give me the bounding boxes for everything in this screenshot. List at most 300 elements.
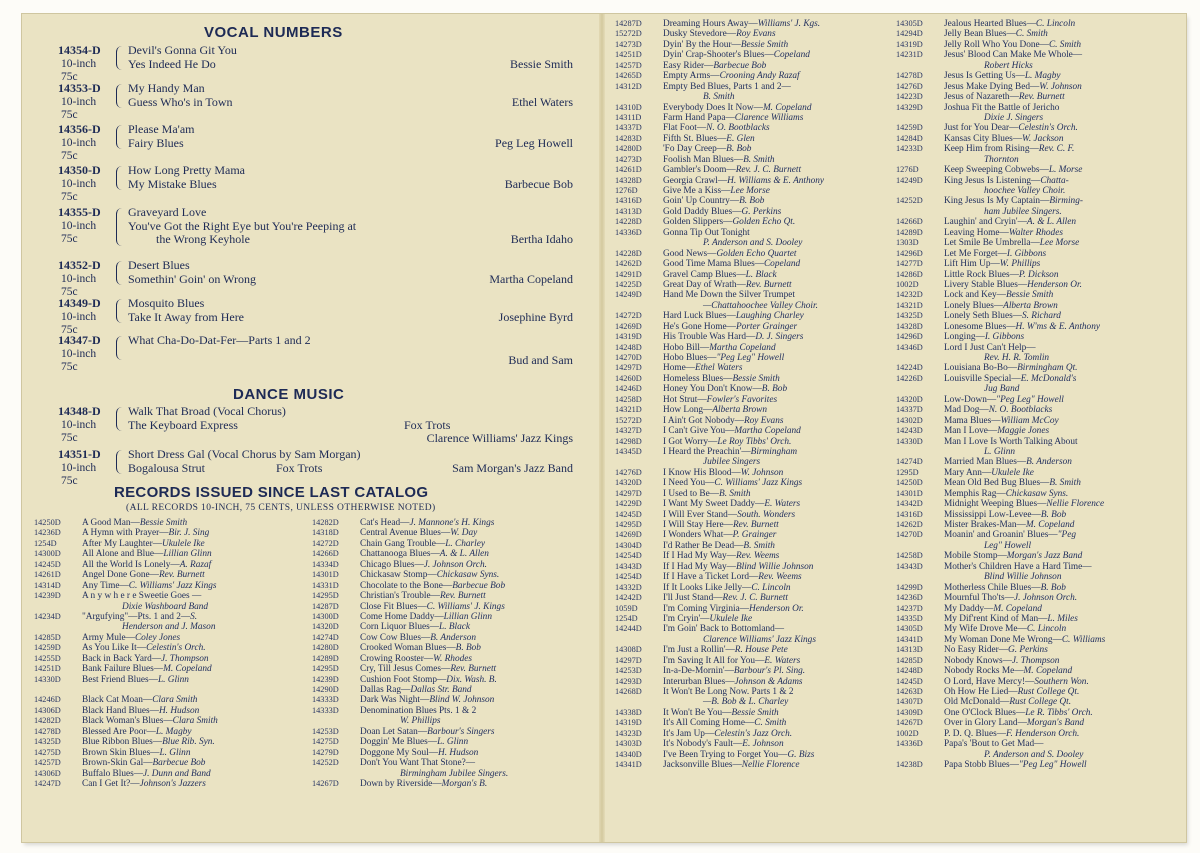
listing-catalog-number: 14282D	[34, 716, 61, 726]
listing-title: If I Have a Ticket Lord—	[663, 572, 759, 583]
record-listing	[615, 290, 824, 300]
record-listing	[615, 489, 824, 499]
listing-artist: —Chattahoochee Valley Choir.	[703, 300, 818, 311]
listing-title: Gravel Camp Blues—	[663, 269, 746, 280]
record-listing	[615, 457, 824, 467]
record-listing	[896, 729, 1105, 739]
song-title: Yes Indeed He Do	[128, 56, 216, 71]
listing-catalog-number: 14242D	[615, 593, 642, 603]
listing-artist: C. Williams	[1061, 634, 1106, 645]
record-size: 10-inch	[61, 219, 97, 232]
listing-title: Can I Get It?—	[82, 778, 140, 789]
record-listing	[312, 633, 508, 643]
listing-title: Let Smile Be Umbrella—	[944, 238, 1040, 249]
song-title: Short Dress Gal (Vocal Chorus by Sam Morgan)	[128, 447, 361, 461]
record-listing	[896, 280, 1105, 290]
record-listing	[615, 322, 824, 332]
record-listing	[34, 633, 218, 643]
listing-title: Jesus of Nazareth—	[944, 92, 1019, 103]
listing-title: Mad Dog—	[944, 405, 989, 416]
record-listing	[34, 602, 218, 612]
record-tempo: Fox Trots	[276, 460, 323, 475]
record-listing	[615, 123, 824, 133]
record-listing	[896, 457, 1105, 467]
listing-artist: B. Bob	[1040, 509, 1067, 520]
listing-title: Army Mule—	[82, 632, 135, 643]
listing-artist: J. Mannone's H. Kings	[409, 518, 495, 528]
listing-catalog-number: 14311D	[615, 112, 642, 122]
listing-catalog-number: 14279D	[312, 747, 339, 757]
record-listing	[615, 760, 824, 770]
listing-catalog-number: 14251D	[34, 664, 61, 674]
listing-catalog-number: 14313D	[615, 206, 642, 216]
record-listing	[896, 374, 1105, 384]
listing-title: Cry, Till Jesus Comes—	[360, 664, 451, 675]
listing-artist: B. Bob	[761, 384, 788, 395]
listing-catalog-number: 14343D	[896, 561, 923, 571]
listing-title: Kansas City Blues—	[944, 133, 1022, 144]
catalog-number: 14352-D	[58, 258, 101, 272]
listing-catalog-number: 14325D	[34, 737, 61, 747]
listing-artist: Fowler's Favorites	[706, 394, 778, 405]
record-listing	[615, 384, 824, 394]
listing-artist: Clara Smith	[152, 695, 198, 706]
listing-artist: "Peg Leg" Howell	[1018, 760, 1087, 771]
record-listing	[896, 82, 1105, 92]
listing-artist: L. Glinn	[437, 737, 469, 748]
record-listing	[312, 685, 508, 695]
record-listing	[615, 562, 824, 572]
listing-artist: Morgan's Band	[1026, 718, 1085, 729]
record-listing	[896, 71, 1105, 81]
listing-artist: Rust College Qt.	[1009, 697, 1072, 708]
listing-title: Mary Ann—	[944, 467, 992, 478]
record-listing	[896, 760, 1105, 770]
listing-title: All the World Is Lonely—	[82, 559, 180, 570]
listing-catalog-number: 14321D	[615, 405, 642, 415]
listing-catalog-number: 14269D	[615, 321, 642, 331]
listing-artist: "Peg Leg" Howell	[996, 394, 1064, 405]
listing-artist: Birming-	[1049, 196, 1083, 207]
record-catalog-block	[58, 82, 118, 123]
listing-artist: Blind W. Johnson	[429, 695, 495, 706]
listing-artist: W. Rhodes	[433, 653, 473, 664]
listing-artist: Roy Evans	[736, 29, 776, 40]
featured-record	[58, 44, 573, 85]
record-listing	[615, 71, 824, 81]
listing-artist: B. Bob	[739, 196, 765, 207]
listing-artist: Clarence Williams	[734, 112, 804, 123]
listing-title: Fifth St. Blues—	[663, 133, 727, 144]
listing-artist: Rev. Burnett	[439, 591, 486, 602]
listing-artist: Ukulele Ike	[709, 613, 753, 624]
record-listing	[312, 675, 508, 685]
record-artist: Peg Leg Howell	[495, 135, 573, 150]
listing-artist: J. Johnson Orch.	[423, 559, 487, 570]
record-listing	[615, 259, 824, 269]
record-listing	[896, 186, 1105, 196]
listing-catalog-number: 15272D	[615, 29, 642, 39]
listing-catalog-number: 14231D	[896, 50, 923, 60]
record-listing	[34, 622, 218, 632]
record-price: 75c	[61, 109, 78, 122]
record-listing	[615, 29, 824, 39]
record-listing	[896, 416, 1105, 426]
listing-title: Jelly Bean Blues—	[944, 29, 1016, 40]
listing-title: Central Avenue Blues—	[360, 528, 451, 539]
listing-artist: L. Magby	[1024, 71, 1061, 82]
listing-title: I'll Just Stand—	[663, 593, 723, 604]
listing-catalog-number: 14258D	[615, 394, 642, 404]
listing-artist: Dixie Washboard Band	[122, 601, 209, 612]
listing-title: His Trouble Was Hard—	[663, 332, 756, 343]
record-listing	[896, 228, 1105, 238]
listing-catalog-number: 14298D	[615, 436, 642, 446]
record-listing	[896, 645, 1105, 655]
listing-title: Mississippi Low-Levee—	[944, 509, 1041, 520]
record-listing	[312, 612, 508, 622]
listing-artist: Birmingham	[750, 446, 798, 457]
record-artist: Josephine Byrd	[498, 309, 573, 324]
listing-catalog-number: 14312D	[615, 81, 642, 91]
records-column-2	[312, 518, 508, 789]
listing-catalog-number: 14330D	[34, 674, 61, 684]
listing-catalog-number: 14295D	[615, 520, 642, 529]
listing-title: I'm Saving It All for You—	[663, 655, 765, 666]
listing-artist: Rev. C. F.	[1038, 144, 1075, 155]
record-listing	[312, 727, 508, 737]
record-listing	[34, 737, 218, 747]
records-column-3	[615, 19, 824, 771]
listing-artist: Birmingham Qt.	[1017, 363, 1078, 374]
listing-title: No Easy Rider—	[944, 645, 1009, 656]
listing-title: Louisiana Bo-Bo—	[944, 363, 1018, 374]
listing-catalog-number: 14257D	[615, 60, 642, 70]
listing-catalog-number: 14320D	[615, 478, 642, 488]
record-listing	[615, 301, 824, 311]
listing-catalog-number: 14296D	[896, 248, 923, 258]
listing-title: Nobody Knows—	[944, 655, 1012, 666]
listing-artist: Johnson & Adams	[734, 676, 803, 687]
listing-artist: Lillian Glinn	[443, 611, 492, 622]
listing-title: Dallas Rag—	[360, 685, 411, 695]
listing-catalog-number: 14274D	[896, 457, 923, 467]
listing-title: Black Cat Moan—	[82, 695, 153, 706]
listing-catalog-number: 14300D	[312, 611, 339, 621]
listing-catalog-number: 14329D	[896, 102, 923, 112]
listing-catalog-number: 14282D	[312, 518, 339, 527]
listing-artist: Dallas Str. Band	[410, 685, 472, 695]
record-listing	[615, 228, 824, 238]
record-listing	[896, 384, 1105, 394]
record-listing	[896, 583, 1105, 593]
listing-catalog-number: 14245D	[615, 509, 642, 519]
listing-title: Mean Old Bed Bug Blues—	[944, 478, 1050, 489]
listing-title: As You Like It—	[82, 643, 147, 654]
listing-title: Keep Sweeping Cobwebs—	[944, 165, 1049, 176]
listing-catalog-number: 14289D	[896, 227, 923, 237]
listing-artist: C. Williams' Jazz Kings	[714, 478, 803, 489]
listing-artist: W. Johnson	[740, 467, 784, 478]
listing-catalog-number: 14338D	[615, 707, 642, 717]
record-listing	[615, 311, 824, 321]
brace-mark	[116, 261, 123, 285]
listing-title: Dreaming Hours Away—	[663, 19, 758, 29]
listing-title: Dark Was Night—	[360, 695, 430, 706]
listing-title: Good Time Mama Blues—	[663, 259, 764, 270]
record-listing	[312, 622, 508, 632]
record-size: 10-inch	[61, 177, 97, 190]
listing-title: Brown Skin Blues—	[82, 747, 160, 758]
listing-artist: M. Copeland	[1025, 520, 1075, 530]
listing-catalog-number: 14289D	[312, 653, 339, 663]
listing-artist: —B. Bob & L. Charley	[703, 697, 789, 708]
listing-catalog-number: 14276D	[896, 81, 923, 91]
listing-title: Low-Down—	[944, 394, 997, 405]
listing-artist: N. O. Bootblacks	[706, 123, 770, 134]
listing-title: I Need You—	[663, 478, 715, 489]
listing-artist: Johnson's Jazzers	[139, 778, 206, 789]
record-catalog-block	[58, 259, 118, 300]
listing-artist: Barbour's Singers	[427, 726, 495, 737]
listing-artist: Walter Rhodes	[1008, 227, 1063, 238]
listing-title: Farm Hand Papa—	[663, 112, 735, 123]
listing-artist: Porter Grainger	[735, 321, 798, 332]
listing-title: Come Home Daddy—	[360, 611, 444, 622]
listing-title: I Will Ever Stand—	[663, 509, 738, 520]
listing-artist: Morgan's B.	[441, 778, 488, 789]
record-listing	[615, 103, 824, 113]
record-listing	[34, 769, 218, 779]
record-listing	[615, 238, 824, 248]
record-listing	[896, 207, 1105, 217]
listing-title: O Lord, Have Mercy!—	[944, 676, 1035, 687]
listing-title: Black Woman's Blues—	[82, 716, 173, 727]
record-listing	[896, 510, 1105, 520]
listing-title: I've Been Trying to Forget You—	[663, 749, 788, 760]
record-listing	[34, 643, 218, 653]
listing-title: Dyin' Crap-Shooter's Blues—	[663, 50, 774, 61]
listing-title: Great Day of Wrath—	[663, 279, 746, 290]
catalog-number: 14355-D	[58, 205, 101, 219]
listing-title: Corn Liquor Blues—	[360, 622, 440, 633]
listing-title: Papa Stobb Blues—	[944, 760, 1019, 771]
listing-title: I'm Just a Rollin'—	[663, 645, 735, 656]
record-listing	[34, 706, 218, 716]
record-price: 75c	[61, 324, 78, 337]
listing-artist: Alberta Brown	[712, 405, 767, 416]
listing-artist: P. Grainger	[732, 530, 777, 541]
listing-title: Goin' Up Country—	[663, 196, 740, 207]
record-listing	[896, 426, 1105, 436]
listing-artist: Henderson Or.	[1027, 279, 1082, 290]
listing-catalog-number: 14278D	[34, 726, 61, 736]
listing-title: Nobody Rocks Me—	[944, 666, 1024, 677]
listing-catalog-number: 14273D	[615, 154, 642, 164]
record-listing	[896, 530, 1105, 540]
listing-catalog-number: 14280D	[615, 144, 642, 154]
listing-artist: Barbecue Bob	[713, 60, 767, 71]
listing-title: My Dif'rent Kind of Man—	[944, 613, 1048, 624]
listing-title: I Will Stay Here—	[663, 520, 733, 530]
listing-catalog-number: 14301D	[896, 488, 923, 498]
listing-title: Hot Strut—	[663, 394, 707, 405]
listing-title: I Want My Sweet Daddy—	[663, 499, 765, 510]
listing-artist: Bessie Smith	[740, 39, 789, 50]
record-size: 10-inch	[61, 272, 97, 285]
record-listing	[312, 779, 508, 789]
record-listing	[34, 748, 218, 758]
listing-catalog-number: 14325D	[896, 311, 923, 321]
listing-title: P. D. Q. Blues—	[944, 728, 1006, 739]
listing-catalog-number: 14248D	[615, 342, 642, 352]
record-listing	[896, 604, 1105, 614]
listing-catalog-number: 14233D	[896, 144, 923, 154]
listing-artist: Henderson and J. Mason	[122, 622, 216, 633]
listing-artist: P. Dickson	[1018, 269, 1059, 280]
record-listing	[615, 165, 824, 175]
listing-artist: Golden Echo Quartet	[716, 248, 797, 259]
listing-title: It's All Coming Home—	[663, 718, 755, 729]
listing-artist: Rust College Qt.	[1017, 687, 1080, 697]
listing-catalog-number: 14245D	[896, 676, 923, 686]
song-title: Graveyard Love	[128, 205, 207, 219]
listing-title: Joshua Fit the Battle of Jericho	[944, 102, 1060, 113]
listing-artist: Rev. Burnett	[450, 664, 497, 675]
record-titles	[128, 123, 194, 150]
listing-artist: C. Williams' J. Kings	[426, 601, 505, 612]
listing-title: Bank Failure Blues—	[82, 664, 164, 675]
listing-artist: Blind Willie Johnson	[735, 561, 814, 572]
listing-title: It Won't Be Long Now. Parts 1 & 2	[663, 687, 794, 697]
listing-artist: Bessie Smith	[732, 373, 780, 384]
listing-title: Lonely Blues—	[944, 300, 1004, 311]
record-listing	[896, 165, 1105, 175]
listing-title: If I Had My Way—	[663, 551, 736, 562]
listing-catalog-number: 14337D	[615, 123, 642, 133]
listing-catalog-number: 14340D	[615, 749, 642, 759]
listing-artist: A. Razaf	[179, 559, 212, 570]
listing-artist: Rev. Burnett	[158, 570, 205, 581]
record-size: 10-inch	[61, 418, 97, 431]
record-listing	[615, 447, 824, 457]
listing-title: He's Gone Home—	[663, 321, 736, 332]
song-title: Please Ma'am	[128, 122, 195, 136]
listing-artist: G. Bizs	[787, 749, 815, 760]
listing-title: Everybody Does It Now—	[663, 102, 763, 113]
listing-artist: Roy Evans	[743, 415, 784, 426]
listing-artist: Le R. Tibbs' Orch.	[1025, 707, 1093, 718]
listing-artist: Rev. H. R. Tomlin	[984, 353, 1050, 363]
record-listing	[896, 238, 1105, 248]
listing-catalog-number: 1276D	[896, 165, 919, 175]
listing-catalog-number: 14268D	[615, 687, 642, 696]
listing-catalog-number: 14272D	[312, 538, 339, 548]
listing-artist: H. Hudson	[438, 747, 479, 758]
listing-artist: B. Smith	[743, 154, 775, 165]
right-page	[605, 14, 1186, 842]
listing-artist: C. Smith	[754, 718, 787, 729]
record-listing	[615, 249, 824, 259]
record-listing	[312, 570, 508, 580]
listing-artist: Lee Morse	[730, 186, 770, 196]
listing-catalog-number: 14274D	[312, 632, 339, 642]
listing-title: Dyin' By the Hour—	[663, 39, 741, 50]
listing-title: Louisville Special—	[944, 373, 1021, 384]
listing-catalog-number: 14333D	[312, 695, 339, 705]
listing-title: Hobo Bill—	[663, 342, 710, 353]
listing-catalog-number: 15272D	[615, 415, 642, 425]
listing-artist: Bessie Smith	[139, 518, 188, 528]
listing-title: Hobo Blues—	[663, 353, 717, 363]
listing-title: Brown-Skin Gal—	[82, 758, 153, 769]
record-listing	[615, 270, 824, 280]
listing-title: A Good Man—	[82, 518, 140, 528]
listing-artist: M. Copeland	[993, 603, 1042, 614]
listing-catalog-number: 14243D	[896, 426, 923, 436]
listing-artist: J. Thompson	[1011, 655, 1060, 666]
listing-artist: P. Anderson and S. Dooley	[984, 749, 1084, 760]
listing-title: Foolish Man Blues—	[663, 154, 744, 165]
listing-catalog-number: 14263D	[896, 687, 923, 696]
record-listing	[312, 560, 508, 570]
listing-artist: G. Perkins	[1008, 645, 1048, 656]
listing-catalog-number: 14285D	[896, 655, 923, 665]
record-listing	[896, 113, 1105, 123]
featured-record	[58, 123, 573, 164]
listing-title: Lord I Just Can't Help—	[944, 342, 1036, 353]
record-listing	[615, 207, 824, 217]
listing-catalog-number: 14345D	[615, 446, 642, 456]
listing-title: Cow Cow Blues—	[360, 632, 431, 643]
record-titles	[128, 206, 356, 247]
listing-title: Give Me a Kiss—	[663, 186, 731, 196]
listing-artist: Lillian Glinn	[163, 549, 212, 560]
record-listing	[34, 581, 218, 591]
listing-title: Leaving Home—	[944, 227, 1009, 238]
listing-artist: Barbour's Pl. Sing.	[733, 666, 806, 677]
listing-artist: Clarence Williams' Jazz Kings	[703, 634, 816, 645]
listing-catalog-number: 1295D	[896, 467, 919, 477]
listing-catalog-number: 14267D	[312, 778, 339, 788]
record-listing	[896, 196, 1105, 206]
song-title: My Handy Man	[128, 81, 205, 95]
song-title: Desert Blues	[128, 258, 190, 272]
listing-title: Man I Love—	[944, 426, 998, 437]
listing-catalog-number: 14262D	[896, 520, 923, 529]
listing-catalog-number: 14253D	[312, 726, 339, 736]
listing-artist: B. Smith	[1049, 478, 1081, 489]
listing-catalog-number: 1002D	[896, 279, 919, 289]
record-artist: Martha Copeland	[489, 271, 573, 286]
listing-catalog-number: 1002D	[896, 728, 919, 738]
listing-artist: Maggie Jones	[997, 426, 1050, 437]
listing-artist: South. Wonders	[737, 509, 796, 520]
record-titles	[128, 297, 244, 324]
record-price: 75c	[61, 286, 78, 299]
listing-title: Cat's Head—	[360, 518, 410, 528]
listing-catalog-number: 14295D	[312, 664, 339, 674]
record-listing	[34, 664, 218, 674]
listing-catalog-number: 14336D	[896, 739, 923, 749]
song-title: You've Got the Right Eye but You're Peeping at	[128, 218, 357, 233]
listing-catalog-number: 14290D	[312, 685, 339, 694]
listing-catalog-number: 14259D	[896, 123, 923, 133]
listing-title: Jelly Roll Who You Done—	[944, 39, 1049, 50]
record-titles	[128, 164, 245, 191]
listing-title: Little Rock Blues—	[944, 269, 1019, 280]
listing-catalog-number: 14323D	[615, 728, 642, 738]
